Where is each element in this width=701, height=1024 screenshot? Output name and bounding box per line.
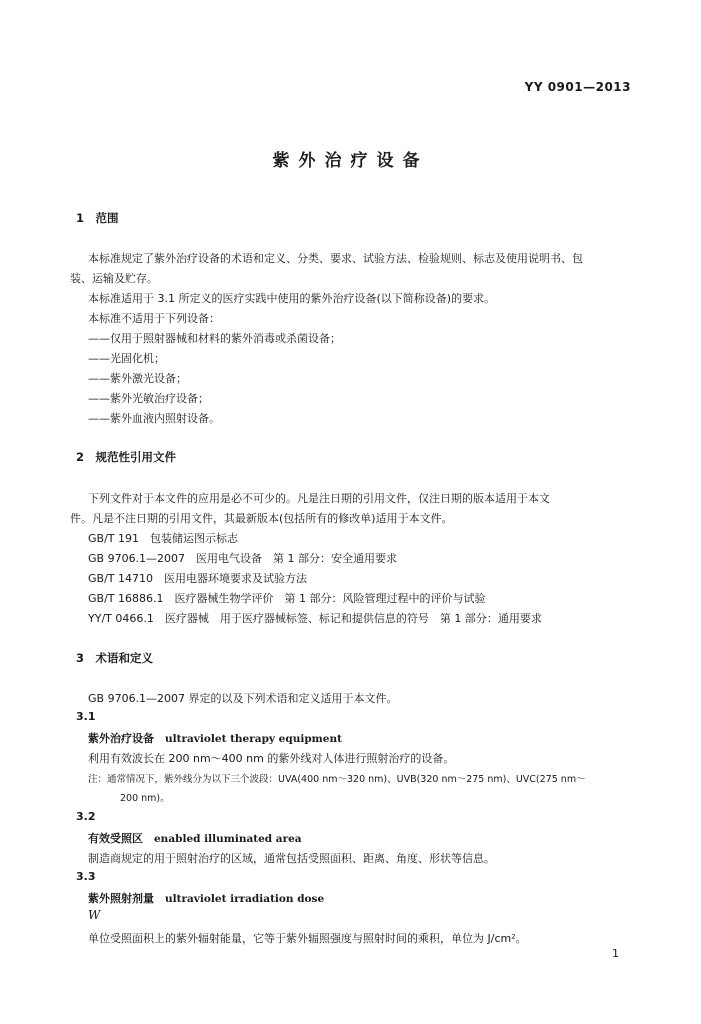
clause-number: 3.2 [76,810,96,823]
page-title: 紫外治疗设备 [272,151,429,171]
reference-item: GB 9706.1—2007 医用电气设备 第 1 部分：安全通用要求 [88,552,398,565]
term-heading [88,830,302,846]
term-heading [88,730,342,746]
definitions-intro: GB 9706.1—2007 界定的以及下列术语和定义适用于本文件。 [88,692,398,705]
term-english: ultraviolet therapy equipment [165,733,342,745]
scope-paragraph-2: 本标准适用于 3.1 所定义的医疗实践中使用的紫外治疗设备(以下简称设备)的要求。 [88,292,496,305]
term-note-cont: 200 nm)。 [120,793,170,804]
exclusion-item: ——紫外血液内照射设备。 [88,412,220,425]
standard-number: YY 0901—2013 [524,80,631,94]
exclusion-item: ——紫外激光设备； [88,372,187,385]
page-number: 1 [612,947,619,960]
reference-item: GB/T 14710 医用电器环境要求及试验方法 [88,572,307,585]
exclusion-item: ——仅用于照射器械和材料的紫外消毒或杀菌设备； [88,332,341,345]
section-1-heading: 1 范围 [76,211,119,225]
section-3-heading: 3 术语和定义 [76,651,154,665]
reference-item: GB/T 191 包装储运图示标志 [88,532,238,545]
term-definition: 利用有效波长在 200 nm～400 nm 的紫外线对人体进行照射治疗的设备。 [88,752,455,765]
term-english: ultraviolet irradiation dose [165,893,325,905]
term-chinese: 紫外治疗设备 [88,732,154,745]
term-symbol: W [88,908,101,922]
term-chinese: 紫外照射剂量 [88,892,154,905]
term-definition: 制造商规定的用于照射治疗的区域，通常包括受照面积、距离、角度、形状等信息。 [88,852,495,865]
clause-number: 3.3 [76,870,96,883]
references-paragraph: 下列文件对于本文件的应用是必不可少的。凡是注日期的引用文件，仅注日期的版本适用于本文 [88,492,550,505]
exclusion-item: ——紫外光敏治疗设备； [88,392,209,405]
section-2-heading: 2 规范性引用文件 [76,450,177,464]
term-english: enabled illuminated area [154,833,302,845]
exclusion-item: ——光固化机； [88,352,165,365]
scope-paragraph-1: 本标准规定了紫外治疗设备的术语和定义、分类、要求、试验方法、检验规则、标志及使用说明书、包 [88,252,583,265]
scope-paragraph-3: 本标准不适用于下列设备： [88,312,220,325]
references-paragraph-cont: 件。凡是不注日期的引用文件，其最新版本(包括所有的修改单)适用于本文件。 [70,512,453,525]
term-heading [88,890,324,906]
clause-number: 3.1 [76,710,96,723]
term-definition: 单位受照面积上的紫外辐射能量，它等于紫外辐照强度与照射时间的乘积，单位为 J/cm²。 [88,932,527,945]
reference-item: GB/T 16886.1 医疗器械生物学评价 第 1 部分：风险管理过程中的评价与试验 [88,592,486,605]
term-note: 注：通常情况下，紫外线分为以下三个波段：UVA(400 nm～320 nm)、UVB(320 nm～275 nm)、UVC(275 nm～ [88,774,586,785]
scope-paragraph-1-cont: 装、运输及贮存。 [70,272,158,285]
reference-item: YY/T 0466.1 医疗器械 用于医疗器械标签、标记和提供信息的符号 第 1 部分：通用要求 [88,612,542,625]
term-chinese: 有效受照区 [88,832,143,845]
